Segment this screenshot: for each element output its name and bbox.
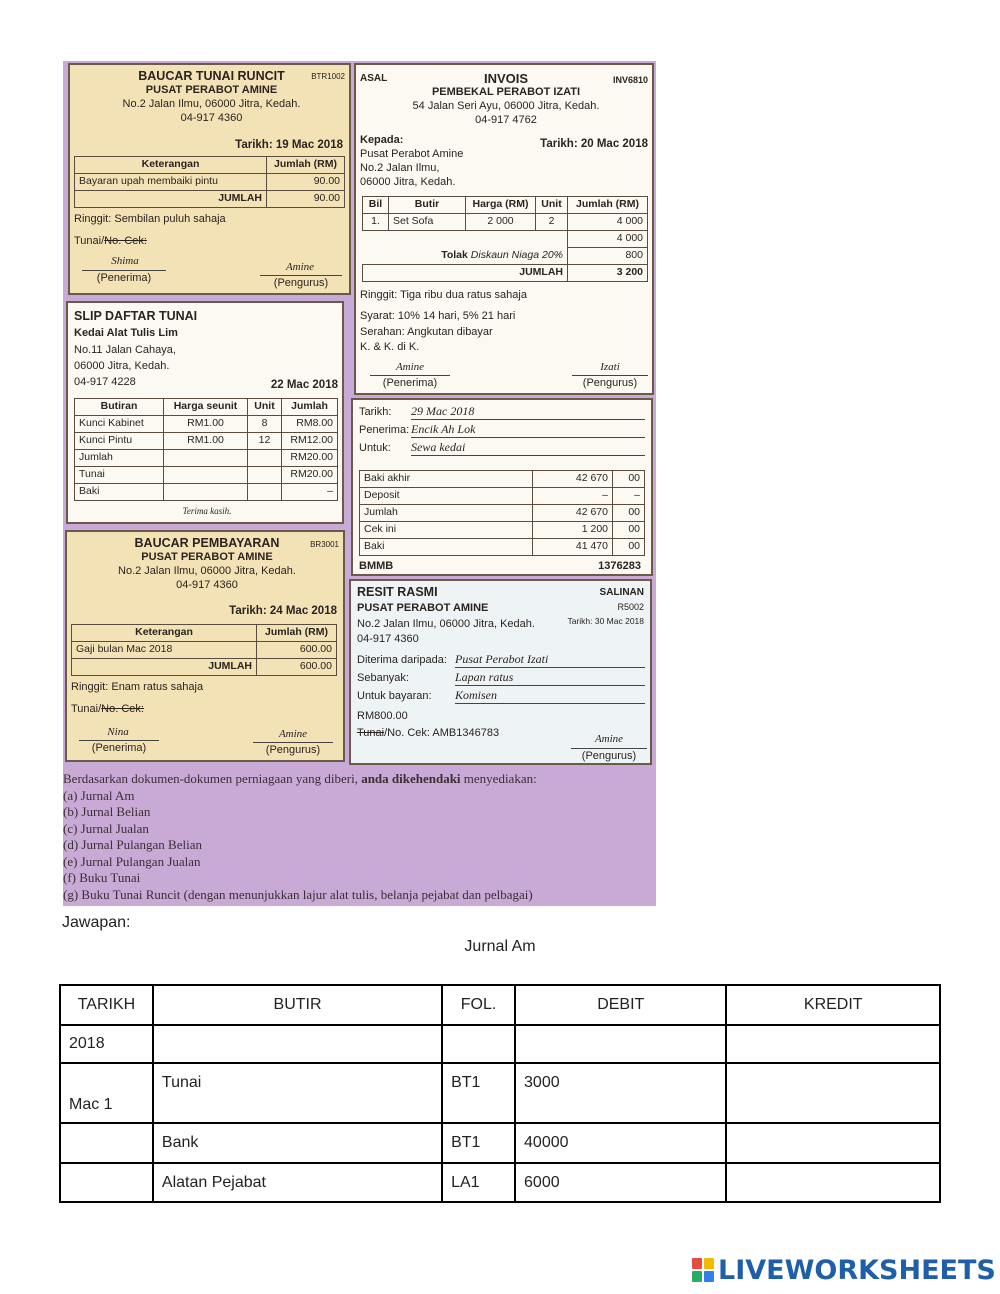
stub-date-label: Tarikh:	[359, 406, 392, 418]
supplier-phone: 04-917 4762	[475, 114, 537, 126]
kredit-cell[interactable]	[726, 1063, 940, 1123]
cell: –	[282, 484, 338, 501]
receipt-signature: Amine	[594, 733, 624, 745]
stub-purpose: Sewa kedai	[411, 440, 645, 456]
cell: 8	[248, 416, 282, 433]
header-butir: BUTIR	[153, 985, 442, 1025]
debit-cell[interactable]: 3000	[515, 1063, 726, 1123]
receiver-signature: Nina	[107, 726, 129, 738]
cell	[248, 450, 282, 467]
item-desc: Gaji bulan Mac 2018	[72, 642, 257, 659]
kredit-cell[interactable]	[726, 1025, 940, 1063]
header-fol: FOL.	[442, 985, 515, 1025]
total-amount: 600.00	[257, 659, 337, 676]
invoice-title: INVOIS	[483, 71, 529, 86]
cell: Baki akhir	[360, 471, 533, 488]
invoice-kk: K. & K. di K.	[360, 341, 420, 353]
col-harga: Harga (RM)	[466, 197, 536, 214]
amount-in-words: Ringgit: Sembilan puluh sahaja	[74, 213, 226, 225]
cell: 1 200	[533, 522, 613, 539]
cell: 41 470	[533, 539, 613, 556]
bill-to-line: Pusat Perabot Amine	[360, 148, 464, 160]
stub-date: 29 Mac 2018	[411, 404, 645, 420]
receipt-phone: 04-917 4360	[357, 633, 419, 645]
col-desc: Keterangan	[75, 157, 267, 174]
general-journal-table	[59, 984, 941, 1203]
invoice-delivery: Serahan: Angkutan dibayar	[360, 326, 493, 338]
voucher-code: BR3001	[310, 540, 339, 549]
item-desc: Bayaran upah membaiki pintu	[75, 174, 267, 191]
header-kredit: KREDIT	[726, 985, 940, 1025]
payment-voucher	[65, 530, 345, 762]
invoice-manager-label: (Pengurus)	[572, 375, 648, 391]
slip-date: 22 Mac 2018	[270, 379, 338, 391]
manager-label: (Pengurus)	[253, 742, 333, 758]
cell: Jumlah	[75, 450, 164, 467]
invoice-code: INV6810	[612, 75, 648, 85]
cell: 00	[613, 505, 645, 522]
butir-cell[interactable]: Bank	[153, 1123, 442, 1163]
butir-cell[interactable]: Alatan Pejabat	[153, 1163, 442, 1202]
cheque-stub	[351, 398, 653, 576]
company-address: No.2 Jalan Ilmu, 06000 Jitra, Kedah.	[122, 98, 301, 110]
stub-payee: Encik Ah Lok	[411, 422, 645, 438]
instruction-item: (b) Jurnal Belian	[63, 804, 151, 819]
company-phone: 04-917 4360	[176, 579, 238, 591]
voucher-date: Tarikh: 19 Mac 2018	[235, 139, 343, 151]
cell: Cek ini	[360, 522, 533, 539]
receipt-title: RESIT RASMI	[357, 585, 438, 599]
received-from-label: Diterima daripada:	[357, 654, 447, 666]
col-jumlah: Jumlah (RM)	[568, 197, 648, 214]
butir-cell[interactable]	[153, 1025, 442, 1063]
voucher-code: BTR1002	[311, 72, 345, 81]
cell: –	[613, 488, 645, 505]
instruction-item: (f) Buku Tunai	[63, 870, 141, 885]
cell: Kunci Pintu	[75, 433, 164, 450]
company-address: No.2 Jalan Ilmu, 06000 Jitra, Kedah.	[118, 565, 296, 577]
instruction-item: (a) Jurnal Am	[63, 787, 135, 803]
col-amount: Jumlah (RM)	[257, 625, 337, 642]
invoice-terms: Syarat: 10% 14 hari, 5% 21 hari	[360, 310, 516, 322]
butir-cell[interactable]: Tunai	[153, 1063, 442, 1123]
cell: Baki	[360, 539, 533, 556]
receipt-date: Tarikh: 30 Mac 2018	[567, 616, 644, 626]
col-butir: Butir	[389, 197, 466, 214]
col-unit: Unit	[536, 197, 568, 214]
slip-address: 06000 Jitra, Kedah.	[74, 360, 170, 372]
cell: Set Sofa	[389, 214, 466, 231]
cell: –	[533, 488, 613, 505]
stub-payee-label: Penerima:	[359, 424, 410, 436]
petty-cash-voucher	[68, 63, 351, 295]
receiver-signature: Shima	[111, 255, 139, 267]
instruction-item: (d) Jurnal Pulangan Belian	[63, 837, 202, 852]
cell	[164, 484, 248, 501]
fol-cell[interactable]: LA1	[442, 1163, 515, 1202]
receipt-payment-method: Tunai/No. Cek: AMB1346783	[357, 727, 500, 739]
worksheet-instructions	[63, 771, 656, 903]
invoice-manager-signature: Izati	[600, 361, 620, 373]
purpose: Komisen	[455, 688, 645, 704]
purpose-label: Untuk bayaran:	[357, 690, 432, 702]
cell: 2	[536, 214, 568, 231]
manager-signature: Amine	[285, 261, 315, 273]
cell: Kunci Kabinet	[75, 416, 164, 433]
invoice-total-label: JUMLAH	[363, 265, 568, 282]
invoice-amount-words: Ringgit: Tiga ribu dua ratus sahaja	[360, 289, 527, 301]
total-amount: 90.00	[267, 191, 345, 208]
cell	[164, 450, 248, 467]
invoice	[354, 63, 654, 395]
debit-cell[interactable]: 6000	[515, 1163, 726, 1202]
date-cell[interactable]: Mac 1	[60, 1063, 153, 1123]
instruction-lead: Berdasarkan dokumen-dokumen perniagaan yang diberi, anda dikehendaki menyediakan:	[63, 771, 537, 786]
total-label: JUMLAH	[75, 191, 267, 208]
col-desc: Keterangan	[72, 625, 257, 642]
header-tarikh: TARIKH	[60, 985, 153, 1025]
cell: 00	[613, 471, 645, 488]
company-phone: 04-917 4360	[180, 112, 243, 124]
logo-grid-icon	[692, 1258, 714, 1282]
header-debit: DEBIT	[515, 985, 726, 1025]
voucher-date: Tarikh: 24 Mac 2018	[229, 605, 337, 617]
cell: 00	[613, 522, 645, 539]
company-name: PUSAT PERABOT AMINE	[141, 551, 273, 563]
date-cell[interactable]	[60, 1163, 153, 1202]
voucher-table	[71, 624, 337, 676]
stub-purpose-label: Untuk:	[359, 442, 391, 454]
cell: 42 670	[533, 505, 613, 522]
liveworksheets-logo	[692, 1254, 996, 1286]
official-receipt	[349, 579, 652, 765]
invoice-original: ASAL	[360, 73, 388, 84]
receipt-company: PUSAT PERABOT AMINE	[357, 602, 489, 614]
cash-register-slip	[66, 301, 344, 524]
stub-balance-table	[359, 470, 645, 556]
slip-table	[74, 398, 338, 501]
slip-title: SLIP DAFTAR TUNAI	[74, 309, 198, 323]
cell: RM20.00	[282, 450, 338, 467]
payment-method: Tunai/No. Cek:	[71, 703, 144, 715]
debit-cell[interactable]	[515, 1025, 726, 1063]
voucher-title: BAUCAR PEMBAYARAN	[134, 536, 280, 550]
cell: 42 670	[533, 471, 613, 488]
voucher-title: BAUCAR TUNAI RUNCIT	[138, 69, 285, 83]
worksheet-image	[63, 61, 656, 906]
total-label: JUMLAH	[72, 659, 257, 676]
invoice-date: Tarikh: 20 Mac 2018	[540, 138, 648, 150]
bill-to-line: 06000 Jitra, Kedah.	[360, 176, 456, 188]
cell: Jumlah	[360, 505, 533, 522]
amount-in-words: Ringgit: Enam ratus sahaja	[71, 681, 204, 693]
amount-label: Sebanyak:	[357, 672, 409, 684]
fol-cell[interactable]: BT1	[442, 1123, 515, 1163]
cell: RM12.00	[282, 433, 338, 450]
slip-shop: Kedai Alat Tulis Lim	[74, 327, 178, 339]
cell: 1.	[363, 214, 389, 231]
cell: Tunai	[75, 467, 164, 484]
stub-cheque-number: 1376283	[598, 560, 641, 572]
col-jumlah: Jumlah	[282, 399, 338, 416]
cell: Baki	[75, 484, 164, 501]
item-amount: 90.00	[267, 174, 345, 191]
manager-signature: Amine	[278, 728, 308, 740]
cell: 2 000	[466, 214, 536, 231]
invoice-receiver-signature: Amine	[395, 361, 425, 373]
cell: Deposit	[360, 488, 533, 505]
company-name: PUSAT PERABOT AMINE	[145, 84, 278, 96]
col-harga-seunit: Harga seunit	[164, 399, 248, 416]
supplier-name: PEMBEKAL PERABOT IZATI	[431, 86, 581, 98]
col-bil: Bil	[363, 197, 389, 214]
invoice-total: 3 200	[568, 265, 648, 282]
receipt-address: No.2 Jalan Ilmu, 06000 Jitra, Kedah.	[357, 618, 535, 630]
stub-bank: BMMB	[359, 560, 394, 572]
receipt-signature-label: (Pengurus)	[571, 748, 647, 764]
year-cell[interactable]: 2018	[60, 1025, 153, 1063]
cell: RM20.00	[282, 467, 338, 484]
received-from: Pusat Perabot Izati	[455, 652, 645, 668]
amount-in-words: Lapan ratus	[455, 670, 645, 686]
col-butiran: Butiran	[75, 399, 164, 416]
voucher-table	[74, 156, 345, 208]
date-cell[interactable]	[60, 1123, 153, 1163]
cell: RM1.00	[164, 416, 248, 433]
col-unit: Unit	[248, 399, 282, 416]
discount-amount: 800	[568, 248, 648, 265]
instruction-item: (e) Jurnal Pulangan Jualan	[63, 853, 201, 869]
payment-method: Tunai/No. Cek:	[74, 235, 147, 247]
bill-to-label: Kepada:	[360, 134, 404, 146]
cell: RM8.00	[282, 416, 338, 433]
instruction-item: (g) Buku Tunai Runcit (dengan menunjukkan lajur alat tulis, belanja pejabat dan pelbagai)	[63, 886, 533, 902]
cell	[248, 484, 282, 501]
invoice-table	[362, 196, 648, 282]
receipt-copy: SALINAN	[599, 587, 644, 598]
receiver-label: (Penerima)	[79, 740, 159, 756]
cell: 4 000	[568, 214, 648, 231]
kredit-cell[interactable]	[726, 1123, 940, 1163]
bill-to-line: No.2 Jalan Ilmu,	[360, 162, 440, 174]
col-amount: Jumlah (RM)	[267, 157, 345, 174]
instruction-item: (c) Jurnal Jualan	[63, 820, 149, 836]
slip-thanks: Terima kasih.	[182, 506, 232, 516]
receipt-amount: RM800.00	[357, 710, 408, 722]
supplier-address: 54 Jalan Seri Ayu, 06000 Jitra, Kedah.	[412, 100, 600, 112]
cell: 12	[248, 433, 282, 450]
invoice-receiver-label: (Penerima)	[370, 375, 450, 391]
fol-cell[interactable]: BT1	[442, 1063, 515, 1123]
journal-title: Jurnal Am	[464, 938, 536, 955]
item-amount: 600.00	[257, 642, 337, 659]
manager-label: (Pengurus)	[260, 275, 342, 291]
receipt-code: R5002	[617, 602, 644, 612]
debit-cell[interactable]: 40000	[515, 1123, 726, 1163]
logo-text: LIVEWORKSHEETS	[718, 1254, 996, 1286]
kredit-cell[interactable]	[726, 1163, 940, 1202]
cell: 00	[613, 539, 645, 556]
cell	[164, 467, 248, 484]
discount-row: Tolak Diskaun Niaga 20%	[363, 248, 568, 265]
answer-label: Jawapan:	[62, 914, 131, 931]
slip-phone: 04-917 4228	[74, 376, 136, 388]
receiver-label: (Penerima)	[82, 270, 166, 286]
fol-cell[interactable]	[442, 1025, 515, 1063]
cell: RM1.00	[164, 433, 248, 450]
cell	[248, 467, 282, 484]
subtotal: 4 000	[568, 231, 648, 248]
slip-address: No.11 Jalan Cahaya,	[74, 344, 176, 356]
